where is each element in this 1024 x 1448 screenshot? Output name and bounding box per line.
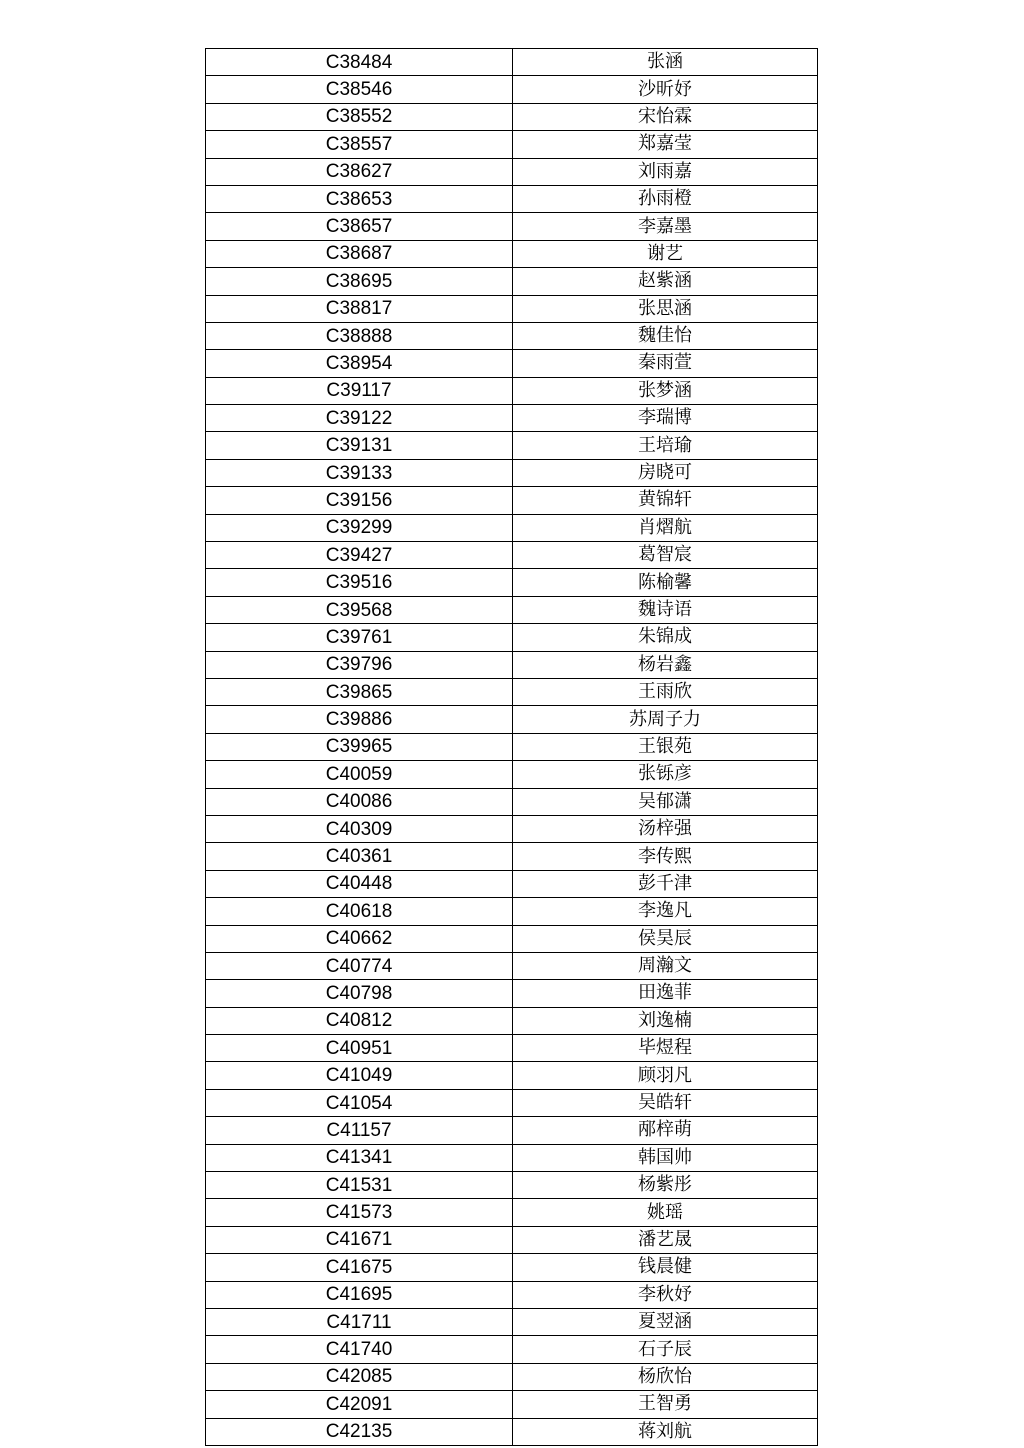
student-name-cell: 赵紫涵 xyxy=(513,268,818,295)
table-row xyxy=(206,1363,818,1390)
student-name-cell: 周瀚文 xyxy=(513,952,818,979)
student-name-cell: 田逸菲 xyxy=(513,980,818,1007)
table-row xyxy=(206,1117,818,1144)
table-row xyxy=(206,1336,818,1363)
student-name-cell: 钱晨健 xyxy=(513,1254,818,1281)
table-row xyxy=(206,624,818,651)
student-name-cell: 肖熠航 xyxy=(513,514,818,541)
student-id-cell: C38653 xyxy=(206,185,513,212)
student-name-cell: 杨岩鑫 xyxy=(513,651,818,678)
table-row xyxy=(206,569,818,596)
table-row xyxy=(206,350,818,377)
table-row xyxy=(206,240,818,267)
student-name-cell: 谢艺 xyxy=(513,240,818,267)
student-id-cell: C38546 xyxy=(206,76,513,103)
student-name-cell: 葛智宸 xyxy=(513,542,818,569)
student-name-cell: 侯昊辰 xyxy=(513,925,818,952)
student-id-cell: C39516 xyxy=(206,569,513,596)
student-name-cell: 彭千津 xyxy=(513,870,818,897)
student-name-cell: 毕煜程 xyxy=(513,1035,818,1062)
table-row xyxy=(206,405,818,432)
student-id-cell: C40812 xyxy=(206,1007,513,1034)
student-id-cell: C39131 xyxy=(206,432,513,459)
student-id-cell: C40448 xyxy=(206,870,513,897)
student-id-cell: C40059 xyxy=(206,761,513,788)
student-name-cell: 张铄彦 xyxy=(513,761,818,788)
table-row xyxy=(206,678,818,705)
table-row xyxy=(206,377,818,404)
table-row xyxy=(206,952,818,979)
student-id-cell: C41049 xyxy=(206,1062,513,1089)
student-name-cell: 刘逸楠 xyxy=(513,1007,818,1034)
student-id-cell: C38627 xyxy=(206,158,513,185)
roster-table xyxy=(205,48,818,1446)
student-id-cell: C40086 xyxy=(206,788,513,815)
student-name-cell: 王智勇 xyxy=(513,1391,818,1418)
student-id-cell: C39965 xyxy=(206,733,513,760)
student-name-cell: 汤梓强 xyxy=(513,815,818,842)
student-id-cell: C41054 xyxy=(206,1089,513,1116)
table-row xyxy=(206,514,818,541)
student-name-cell: 房晓可 xyxy=(513,459,818,486)
student-name-cell: 陈榆馨 xyxy=(513,569,818,596)
student-id-cell: C39568 xyxy=(206,596,513,623)
student-name-cell: 李瑞博 xyxy=(513,405,818,432)
student-name-cell: 潘艺晟 xyxy=(513,1226,818,1253)
table-row xyxy=(206,1007,818,1034)
student-name-cell: 魏诗语 xyxy=(513,596,818,623)
table-row xyxy=(206,1199,818,1226)
student-name-cell: 苏周子力 xyxy=(513,706,818,733)
student-id-cell: C39427 xyxy=(206,542,513,569)
student-name-cell: 张思涵 xyxy=(513,295,818,322)
student-id-cell: C39133 xyxy=(206,459,513,486)
table-row xyxy=(206,1144,818,1171)
student-id-cell: C41157 xyxy=(206,1117,513,1144)
student-name-cell: 蒋刘航 xyxy=(513,1418,818,1445)
table-row xyxy=(206,1089,818,1116)
table-row xyxy=(206,322,818,349)
table-row xyxy=(206,1035,818,1062)
student-name-cell: 王银苑 xyxy=(513,733,818,760)
table-row xyxy=(206,898,818,925)
table-row xyxy=(206,706,818,733)
table-row xyxy=(206,815,818,842)
student-id-cell: C40798 xyxy=(206,980,513,1007)
student-id-cell: C42135 xyxy=(206,1418,513,1445)
student-id-cell: C39865 xyxy=(206,678,513,705)
table-row xyxy=(206,870,818,897)
table-row xyxy=(206,1308,818,1335)
student-id-cell: C40774 xyxy=(206,952,513,979)
student-id-cell: C39796 xyxy=(206,651,513,678)
student-id-cell: C41711 xyxy=(206,1308,513,1335)
table-row xyxy=(206,925,818,952)
student-id-cell: C38687 xyxy=(206,240,513,267)
student-id-cell: C40618 xyxy=(206,898,513,925)
student-name-cell: 张梦涵 xyxy=(513,377,818,404)
student-id-cell: C39122 xyxy=(206,405,513,432)
student-id-cell: C40662 xyxy=(206,925,513,952)
student-name-cell: 李传熙 xyxy=(513,843,818,870)
student-name-cell: 孙雨橙 xyxy=(513,185,818,212)
student-name-cell: 石子辰 xyxy=(513,1336,818,1363)
student-name-cell: 杨欣怡 xyxy=(513,1363,818,1390)
table-row xyxy=(206,761,818,788)
student-name-cell: 杨紫彤 xyxy=(513,1172,818,1199)
table-row xyxy=(206,103,818,130)
student-id-cell: C38888 xyxy=(206,322,513,349)
roster-table-body xyxy=(206,49,818,1446)
student-id-cell: C38552 xyxy=(206,103,513,130)
student-id-cell: C38657 xyxy=(206,213,513,240)
student-name-cell: 宋怡霖 xyxy=(513,103,818,130)
student-id-cell: C39156 xyxy=(206,487,513,514)
table-row xyxy=(206,1281,818,1308)
student-name-cell: 顾羽凡 xyxy=(513,1062,818,1089)
table-row xyxy=(206,158,818,185)
student-name-cell: 朱锦成 xyxy=(513,624,818,651)
student-id-cell: C41341 xyxy=(206,1144,513,1171)
student-id-cell: C39117 xyxy=(206,377,513,404)
student-id-cell: C38557 xyxy=(206,131,513,158)
student-id-cell: C40309 xyxy=(206,815,513,842)
table-row xyxy=(206,1172,818,1199)
student-id-cell: C38817 xyxy=(206,295,513,322)
student-id-cell: C41675 xyxy=(206,1254,513,1281)
student-id-cell: C41695 xyxy=(206,1281,513,1308)
student-name-cell: 夏翌涵 xyxy=(513,1308,818,1335)
student-id-cell: C42091 xyxy=(206,1391,513,1418)
student-id-cell: C41671 xyxy=(206,1226,513,1253)
student-id-cell: C41573 xyxy=(206,1199,513,1226)
table-row xyxy=(206,76,818,103)
student-name-cell: 魏佳怡 xyxy=(513,322,818,349)
table-row xyxy=(206,788,818,815)
student-name-cell: 王培瑜 xyxy=(513,432,818,459)
student-name-cell: 刘雨嘉 xyxy=(513,158,818,185)
table-row xyxy=(206,295,818,322)
table-row xyxy=(206,733,818,760)
student-name-cell: 吴郁潇 xyxy=(513,788,818,815)
student-id-cell: C41531 xyxy=(206,1172,513,1199)
student-name-cell: 李秋妤 xyxy=(513,1281,818,1308)
student-id-cell: C40361 xyxy=(206,843,513,870)
student-name-cell: 秦雨萱 xyxy=(513,350,818,377)
student-name-cell: 姚瑶 xyxy=(513,1199,818,1226)
table-row xyxy=(206,49,818,76)
table-row xyxy=(206,1418,818,1445)
student-id-cell: C39299 xyxy=(206,514,513,541)
table-row xyxy=(206,185,818,212)
student-name-cell: 李嘉墨 xyxy=(513,213,818,240)
student-id-cell: C42085 xyxy=(206,1363,513,1390)
student-name-cell: 吴皓轩 xyxy=(513,1089,818,1116)
table-row xyxy=(206,1254,818,1281)
student-id-cell: C39886 xyxy=(206,706,513,733)
student-name-cell: 王雨欣 xyxy=(513,678,818,705)
table-row xyxy=(206,1391,818,1418)
table-row xyxy=(206,843,818,870)
student-name-cell: 邴梓萌 xyxy=(513,1117,818,1144)
table-row xyxy=(206,213,818,240)
student-name-cell: 黄锦轩 xyxy=(513,487,818,514)
student-id-cell: C38484 xyxy=(206,49,513,76)
table-row xyxy=(206,1226,818,1253)
table-row xyxy=(206,432,818,459)
student-id-cell: C38954 xyxy=(206,350,513,377)
student-name-cell: 沙昕妤 xyxy=(513,76,818,103)
table-row xyxy=(206,131,818,158)
table-row xyxy=(206,596,818,623)
table-row xyxy=(206,268,818,295)
table-row xyxy=(206,542,818,569)
table-row xyxy=(206,459,818,486)
student-id-cell: C41740 xyxy=(206,1336,513,1363)
student-id-cell: C38695 xyxy=(206,268,513,295)
student-name-cell: 韩国帅 xyxy=(513,1144,818,1171)
student-name-cell: 李逸凡 xyxy=(513,898,818,925)
table-row xyxy=(206,1062,818,1089)
table-row xyxy=(206,487,818,514)
student-id-cell: C40951 xyxy=(206,1035,513,1062)
student-name-cell: 张涵 xyxy=(513,49,818,76)
student-name-cell: 郑嘉莹 xyxy=(513,131,818,158)
table-row xyxy=(206,980,818,1007)
table-row xyxy=(206,651,818,678)
student-id-cell: C39761 xyxy=(206,624,513,651)
